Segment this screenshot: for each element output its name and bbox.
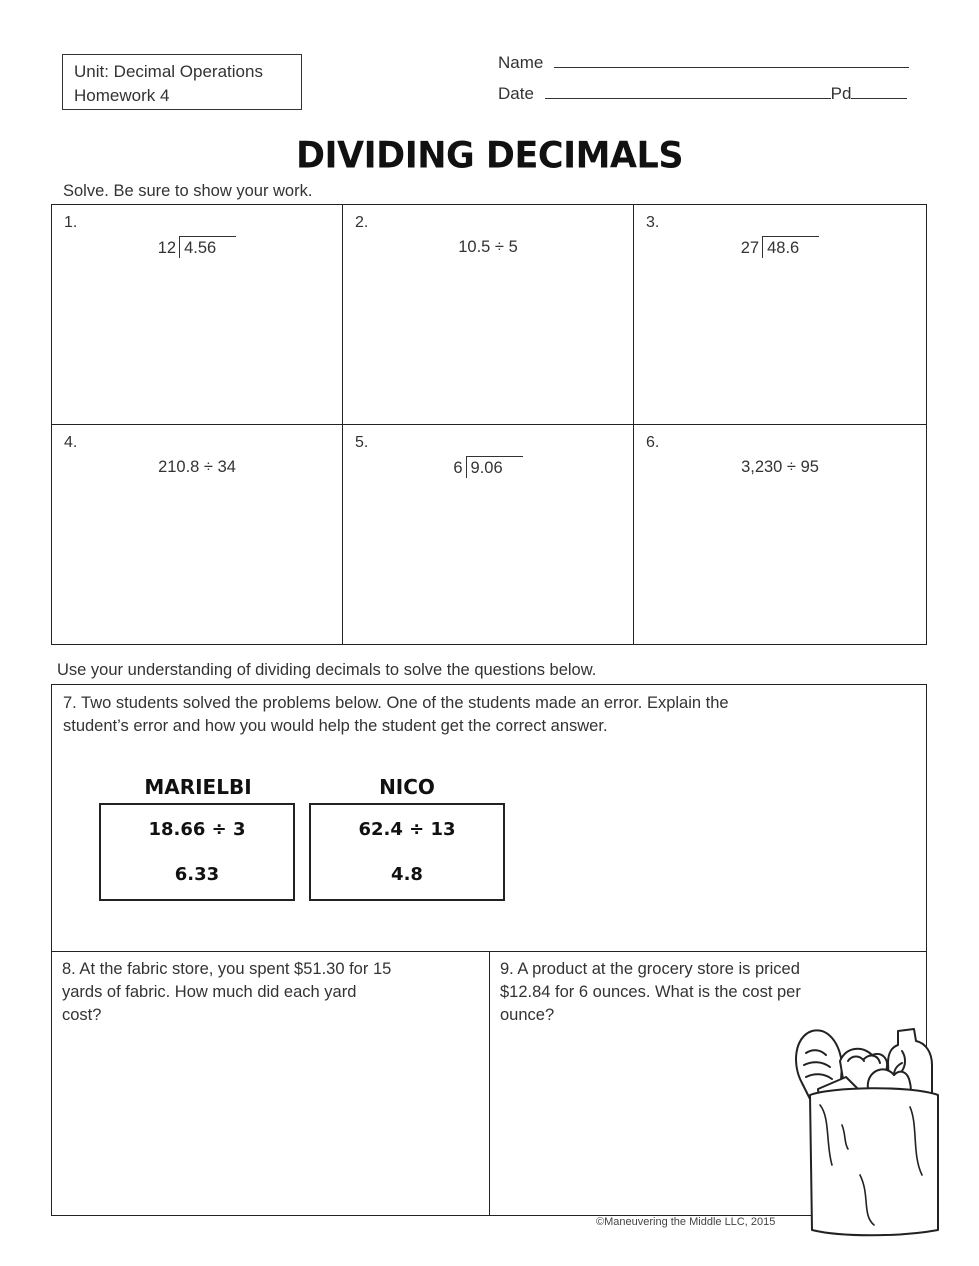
problem-number: 3.	[646, 214, 660, 231]
question-9-line: ounce?	[500, 1006, 555, 1024]
student-answer: 4.8	[391, 864, 423, 885]
divisor: 6	[453, 458, 463, 477]
question-9-line: 9. A product at the grocery store is priced	[500, 960, 800, 978]
grocery-bag-icon	[790, 1025, 950, 1240]
name-label: Name	[498, 53, 544, 72]
division-expression: 3,230 ÷ 95	[741, 457, 819, 476]
divisor: 27	[740, 239, 760, 257]
problem-number: 5.	[355, 433, 369, 451]
division-expression: 210.8 ÷ 34	[158, 457, 236, 476]
student-answer: 6.33	[174, 864, 220, 885]
unit-label: Unit: Decimal Operations	[74, 62, 263, 81]
copyright-text: ©Maneuvering the Middle LLC, 2015	[596, 1216, 776, 1228]
problem-cell-5[interactable]	[343, 425, 634, 645]
question-7-line: 7. Two students solved the problems below. One of the students made an error. Explain the	[63, 694, 729, 712]
name-row	[498, 53, 909, 73]
dividend: 9.06	[466, 456, 523, 478]
problem-cell-1[interactable]	[52, 205, 343, 425]
student-work-box-marielbi	[99, 803, 295, 901]
question-8-box[interactable]	[52, 952, 490, 1215]
instructions: Solve. Be sure to show your work.	[63, 182, 313, 200]
problem-number: 2.	[355, 214, 369, 231]
problem-grid	[51, 204, 927, 645]
student-work-box-nico	[309, 803, 505, 901]
problem-number: 1.	[64, 214, 78, 231]
period-field[interactable]	[851, 84, 907, 99]
question-7-line: student’s error and how you would help the student get the correct answer.	[63, 717, 608, 735]
problem-cell-6[interactable]	[634, 425, 926, 645]
division-expression: 10.5 ÷ 5	[458, 238, 518, 256]
date-label: Date	[498, 84, 534, 103]
question-8-line: cost?	[62, 1006, 102, 1024]
dividend: 4.56	[179, 236, 236, 258]
section2-instructions: Use your understanding of dividing decimals to solve the questions below.	[57, 661, 597, 679]
question-8-line: yards of fabric. How much did each yard	[62, 983, 357, 1001]
dividend: 48.6	[762, 236, 819, 258]
date-field[interactable]	[545, 84, 831, 99]
homework-label: Homework 4	[74, 86, 170, 105]
problem-number: 4.	[64, 433, 78, 451]
problem-cell-4[interactable]	[52, 425, 343, 645]
problem-cell-2[interactable]	[343, 205, 634, 425]
student-expression: 18.66 ÷ 3	[148, 819, 246, 840]
problem-cell-3[interactable]	[634, 205, 926, 425]
student-name-marielbi: MARIELBI	[144, 775, 252, 799]
unit-info-box	[62, 54, 302, 110]
question-7-box[interactable]	[51, 684, 927, 952]
page-title: DIVIDING DECIMALS	[295, 135, 684, 177]
question-9-text	[500, 958, 801, 1027]
question-8-line: 8. At the fabric store, you spent $51.30 for 15	[62, 960, 392, 978]
student-name-nico: NICO	[379, 775, 435, 799]
name-field[interactable]	[554, 53, 909, 68]
period-label: Pd	[830, 84, 852, 103]
question-7-text	[63, 692, 729, 738]
question-8-text	[62, 958, 391, 1027]
long-division	[52, 236, 342, 258]
date-row	[498, 84, 907, 104]
problem-number: 6.	[646, 433, 660, 451]
student-expression: 62.4 ÷ 13	[358, 819, 456, 840]
divisor: 12	[157, 239, 177, 257]
question-9-line: $12.84 for 6 ounces. What is the cost per	[500, 983, 801, 1001]
long-division	[634, 236, 926, 258]
long-division	[343, 456, 633, 478]
